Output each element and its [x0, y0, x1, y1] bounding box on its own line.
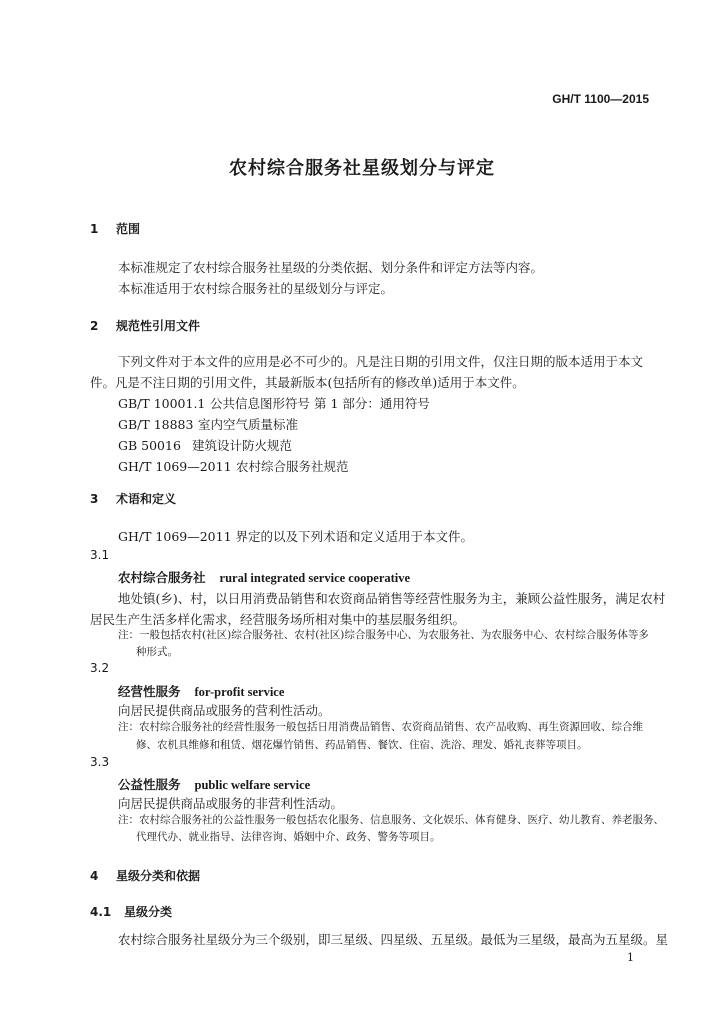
term-zh: 农村综合服务社: [118, 570, 206, 585]
term-note: 代理代办、就业指导、法律咨询、婚姻中介、政务、警务等项目。: [136, 831, 441, 843]
section-4-heading: [90, 867, 200, 884]
term-en: rural integrated service cooperative: [219, 571, 411, 585]
reference-name: 公共信息图形符号 第 1 部分：通用符号: [210, 396, 430, 411]
term-heading: [118, 682, 284, 700]
reference-code: GB/T 18883: [118, 417, 194, 432]
term-definition: 向居民提供商品或服务的营利性活动。: [118, 703, 331, 718]
reference-name: 建筑设计防火规范: [192, 438, 293, 453]
reference-item: [118, 394, 430, 412]
term-note: 种形式。: [136, 646, 178, 658]
term-number: 3.2: [90, 661, 110, 675]
term-heading: [118, 568, 410, 586]
term-zh: 经营性服务: [118, 684, 181, 699]
term-note: 注：一般包括农村(社区)综合服务社、农村(社区)综合服务中心、为农服务社、为农服务中心、农村综合服务体等多: [118, 629, 649, 641]
section-title: 星级分类和依据: [116, 869, 201, 883]
reference-code: GB 50016: [118, 438, 181, 453]
section-number: 1: [90, 222, 99, 236]
section-title: 范围: [116, 222, 141, 236]
term-number: 3.1: [90, 548, 110, 562]
subsection-title: 星级分类: [124, 905, 173, 919]
standard-code: GH/T 1100—2015: [552, 92, 649, 106]
paragraph: 本标准适用于农村综合服务社的星级划分与评定。: [118, 281, 394, 296]
term-note: 注：农村综合服务社的经营性服务一般包括日用消费品销售、农资商品销售、农产品收购、再生资源回收、综合维: [118, 721, 643, 733]
section-number: 3: [90, 492, 99, 506]
term-en: for-profit service: [194, 685, 285, 699]
term-note: 修、农机具维修和租赁、烟花爆竹销售、药品销售、餐饮、住宿、洗浴、理发、婚礼丧葬等项目。: [136, 739, 588, 751]
reference-item: [118, 457, 349, 475]
paragraph: GH/T 1069—2011 界定的以及下列术语和定义适用于本文件。: [118, 529, 474, 544]
page-number: 1: [627, 951, 634, 964]
term-note: 注：农村综合服务社的公益性服务一般包括农化服务、信息服务、文化娱乐、体育健身、医疗、幼儿教育、养老服务、: [118, 814, 664, 826]
term-definition: 向居民提供商品或服务的非营利性活动。: [118, 796, 344, 811]
term-en: public welfare service: [194, 778, 311, 792]
reference-name: 室内空气质量标准: [198, 417, 299, 432]
paragraph: 本标准规定了农村综合服务社星级的分类依据、划分条件和评定方法等内容。: [118, 260, 544, 275]
section-2-heading: [90, 317, 200, 334]
section-number: 4: [90, 869, 99, 883]
term-number: 3.3: [90, 755, 110, 769]
paragraph: 下列文件对于本文件的应用是必不可少的。凡是注日期的引用文件，仅注日期的版本适用于本文: [118, 354, 644, 369]
reference-item: [118, 415, 298, 433]
reference-code: GB/T 10001.1: [118, 396, 206, 411]
reference-item: [118, 436, 292, 454]
section-3-heading: [90, 490, 176, 507]
reference-code: GH/T 1069—2011: [118, 459, 232, 474]
section-title: 规范性引用文件: [116, 319, 201, 333]
subsection-4-1-heading: [90, 903, 172, 920]
paragraph: 件。凡是不注日期的引用文件，其最新版本(包括所有的修改单)适用于本文件。: [90, 375, 525, 390]
term-heading: [118, 775, 310, 793]
section-title: 术语和定义: [116, 492, 177, 506]
paragraph: 农村综合服务社星级分为三个级别，即三星级、四星级、五星级。最低为三星级，最高为五星级。星: [118, 932, 669, 947]
document-title: 农村综合服务社星级划分与评定: [229, 158, 495, 179]
term-definition: 居民生产生活多样化需求，经营服务场所相对集中的基层服务组织。: [90, 612, 466, 627]
section-number: 2: [90, 319, 99, 333]
term-definition: 地处镇(乡)、村，以日用消费品销售和农资商品销售等经营性服务为主，兼顾公益性服务，满足农村: [118, 591, 666, 606]
section-1-heading: [90, 220, 140, 237]
reference-name: 农村综合服务社规范: [236, 459, 349, 474]
term-zh: 公益性服务: [118, 777, 181, 792]
subsection-number: 4.1: [90, 905, 112, 919]
